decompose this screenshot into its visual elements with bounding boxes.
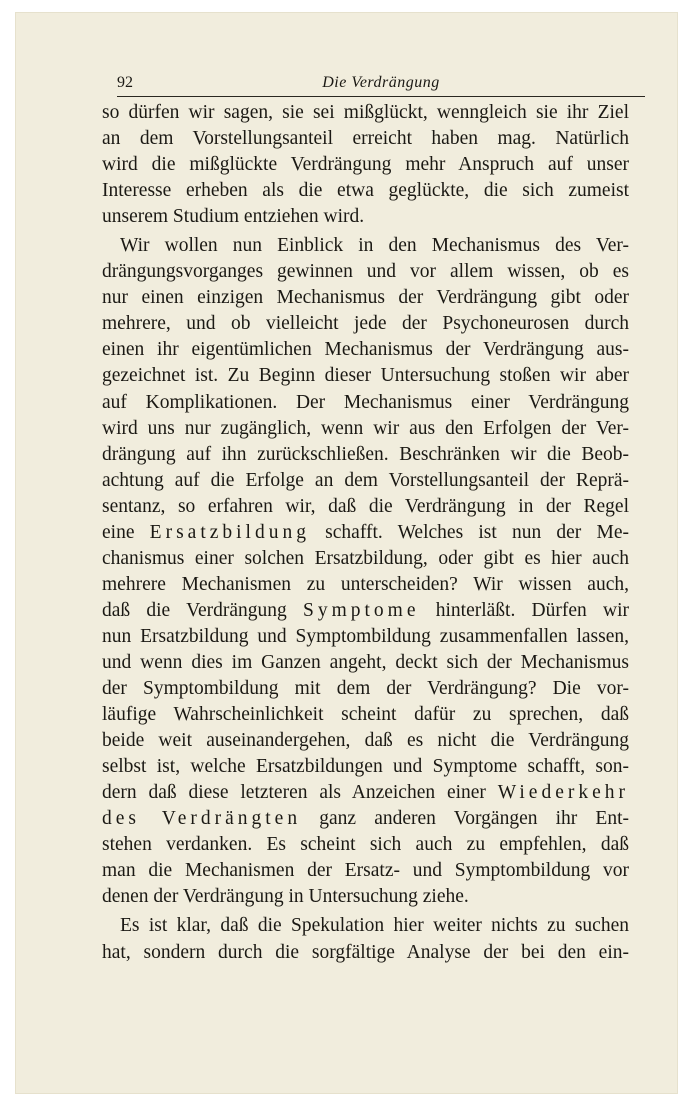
text-line: Wir wollen nun Einblick in den Mechanismus des Ver- [120,235,629,257]
text-line: chanismus einer solchen Ersatzbildung, oder gibt es hier auch [102,547,629,569]
text-line: nur einen einzigen Mechanismus der Verdrängung gibt oder [102,287,629,309]
text-line: wird die mißglückte Verdrängung mehr Anspruch auf unser [102,154,629,176]
running-header [117,70,645,97]
text-line: selbst ist, welche Ersatzbildungen und Symptome schafft, son- [102,756,629,778]
spaced-term: Wiederkehr [497,782,629,804]
text-line: so dürfen wir sagen, sie sei mißglückt, wenngleich sie ihr Ziel [102,102,629,123]
page-number: 92 [117,74,133,91]
text-line: Es ist klar, daß die Spekulation hier weiter nichts zu suchen [120,915,629,937]
text-line: beide weit auseinandergehen, daß es nicht die Verdrängung [102,730,629,752]
text-line: achtung auf die Erfolge an dem Vorstellungsanteil der Reprä- [102,469,629,491]
running-title: Die Verdrängung [322,74,440,91]
body-text [102,100,629,966]
text-line: eine Ersatzbildung schafft. Welches ist nun der Me- [102,521,629,543]
text-line: denen der Verdrängung in Untersuchung ziehe. [102,886,469,908]
text-line: des Verdrängten ganz anderen Vorgängen ihr Ent- [102,808,630,830]
text-line: auf Komplikationen. Der Mechanismus einer Verdrängung [102,391,629,413]
text-line: sentanz, so erfahren wir, daß die Verdrängung in der Regel [102,495,629,517]
text-line: einen ihr eigentümlichen Mechanismus der Verdrängung aus- [102,339,629,361]
text-line: Interesse erheben als die etwa geglückte, die sich zumeist [102,180,629,202]
text-line: man die Mechanismen der Ersatz- und Symptombildung vor [102,860,629,882]
text-line: der Symptombildung mit dem der Verdrängung? Die vor- [102,678,629,700]
text-line: stehen verdanken. Es scheint sich auch zu empfehlen, daß [102,834,629,856]
text-line: dern daß diese letzteren als Anzeichen einer Wiederkehr [102,782,629,804]
text-line: gezeichnet ist. Zu Beginn dieser Untersuchung stoßen wir aber [102,365,629,387]
text-line: daß die Verdrängung Symptome hinterläßt. Dürfen wir [102,599,629,621]
text-line: an dem Vorstellungsanteil erreicht haben mag. Natürlich [102,128,629,150]
text-line: hat, sondern durch die sorgfältige Analyse der bei den ein- [102,941,629,963]
text-line: läufige Wahrscheinlichkeit scheint dafür zu sprechen, daß [102,704,629,726]
text-line: wird uns nur zugänglich, wenn wir aus den Erfolgen der Ver- [102,417,629,439]
text-line: mehrere, und ob vielleicht jede der Psychoneurosen durch [102,313,629,335]
text-line: drängung auf ihn zurückschließen. Beschränken wir die Beob- [102,443,629,465]
text-line: unserem Studium entziehen wird. [102,206,365,228]
text-line: drängungsvorganges gewinnen und vor allem wissen, ob es [102,261,629,283]
spaced-term: des Verdrängten [102,808,302,830]
spaced-term: Symptome [303,599,420,621]
text-line: nun Ersatzbildung und Symptombildung zusammenfallen lassen, [102,625,629,647]
text-line: und wenn dies im Ganzen angeht, deckt sich der Mechanismus [102,651,629,673]
spaced-term: Ersatzbildung [149,521,310,543]
text-line: mehrere Mechanismen zu unterscheiden? Wir wissen auch, [102,573,629,595]
